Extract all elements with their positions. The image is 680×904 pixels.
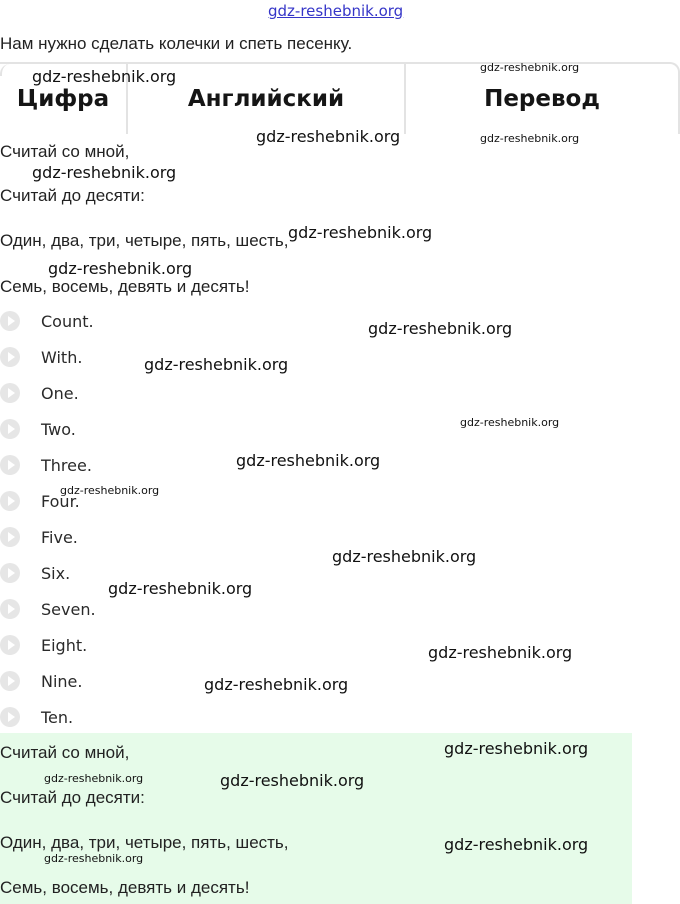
column-header-digit-label: Цифра [16, 86, 110, 112]
word-label: Four. [41, 491, 80, 511]
watermark: gdz-reshebnik.org [256, 127, 401, 146]
watermark: gdz-reshebnik.org [204, 675, 349, 694]
play-icon[interactable] [0, 599, 20, 619]
word-label: Three. [41, 455, 92, 475]
word-item[interactable] [0, 706, 74, 728]
watermark: gdz-reshebnik.org [480, 61, 580, 74]
play-icon[interactable] [0, 527, 20, 547]
verse-top-line: Считай до десяти: [0, 186, 145, 205]
column-header-translation-label: Перевод [484, 86, 600, 112]
play-icon[interactable] [0, 455, 20, 475]
word-label: Two. [41, 419, 76, 439]
intro-text: Нам нужно сделать колечки и спеть песенку. [0, 34, 353, 53]
watermark: gdz-reshebnik.org [144, 355, 289, 374]
play-icon[interactable] [0, 707, 20, 727]
play-icon[interactable] [0, 635, 20, 655]
watermark: gdz-reshebnik.org [332, 547, 477, 566]
column-header-english-label: Английский [187, 86, 345, 112]
word-item[interactable] [0, 454, 92, 476]
word-item[interactable] [0, 670, 83, 692]
play-icon[interactable] [0, 419, 20, 439]
verse-top-line: Один, два, три, четыре, пять, шесть, [0, 231, 289, 250]
word-label: One. [41, 383, 79, 403]
word-label: Count. [41, 311, 94, 331]
word-item[interactable] [0, 490, 80, 512]
watermark: gdz-reshebnik.org [236, 451, 381, 470]
watermark: gdz-reshebnik.org [44, 772, 144, 785]
watermark: gdz-reshebnik.org [48, 259, 193, 278]
word-label: With. [41, 347, 83, 367]
watermark: gdz-reshebnik.org [444, 739, 589, 758]
watermark: gdz-reshebnik.org [428, 643, 573, 662]
watermark: gdz-reshebnik.org [368, 319, 513, 338]
verse-bottom-line: Считай со мной, [0, 743, 130, 762]
word-label: Eight. [41, 635, 88, 655]
verse-bottom-line: Один, два, три, четыре, пять, шесть, [0, 833, 289, 852]
verse-top-line: Считай со мной, [0, 142, 130, 161]
word-label: Ten. [41, 707, 74, 727]
play-icon[interactable] [0, 563, 20, 583]
word-label: Seven. [41, 599, 96, 619]
word-item[interactable] [0, 598, 96, 620]
word-item[interactable] [0, 418, 76, 440]
watermark: gdz-reshebnik.org [32, 163, 177, 182]
word-item[interactable] [0, 382, 79, 404]
site-link[interactable]: gdz-reshebnik.org [268, 2, 404, 20]
word-item[interactable] [0, 310, 94, 332]
watermark: gdz-reshebnik.org [220, 771, 365, 790]
word-item[interactable] [0, 634, 88, 656]
watermark: gdz-reshebnik.org [460, 416, 560, 429]
verse-top-line: Семь, восемь, девять и десять! [0, 277, 250, 296]
watermark: gdz-reshebnik.org [108, 579, 253, 598]
word-item[interactable] [0, 526, 78, 548]
word-item[interactable] [0, 562, 71, 584]
watermark: gdz-reshebnik.org [480, 132, 580, 145]
play-icon[interactable] [0, 671, 20, 691]
verse-bottom-line: Считай до десяти: [0, 788, 145, 807]
watermark: gdz-reshebnik.org [288, 223, 433, 242]
word-label: Nine. [41, 671, 83, 691]
word-item[interactable] [0, 346, 83, 368]
watermark: gdz-reshebnik.org [444, 835, 589, 854]
word-label: Five. [41, 527, 78, 547]
watermark: gdz-reshebnik.org [44, 852, 144, 865]
word-label: Six. [41, 563, 71, 583]
verse-bottom-line: Семь, восемь, девять и десять! [0, 878, 250, 897]
play-icon[interactable] [0, 491, 20, 511]
watermark: gdz-reshebnik.org [60, 484, 160, 497]
play-icon[interactable] [0, 383, 20, 403]
play-icon[interactable] [0, 347, 20, 367]
watermark: gdz-reshebnik.org [32, 67, 177, 86]
play-icon[interactable] [0, 311, 20, 331]
